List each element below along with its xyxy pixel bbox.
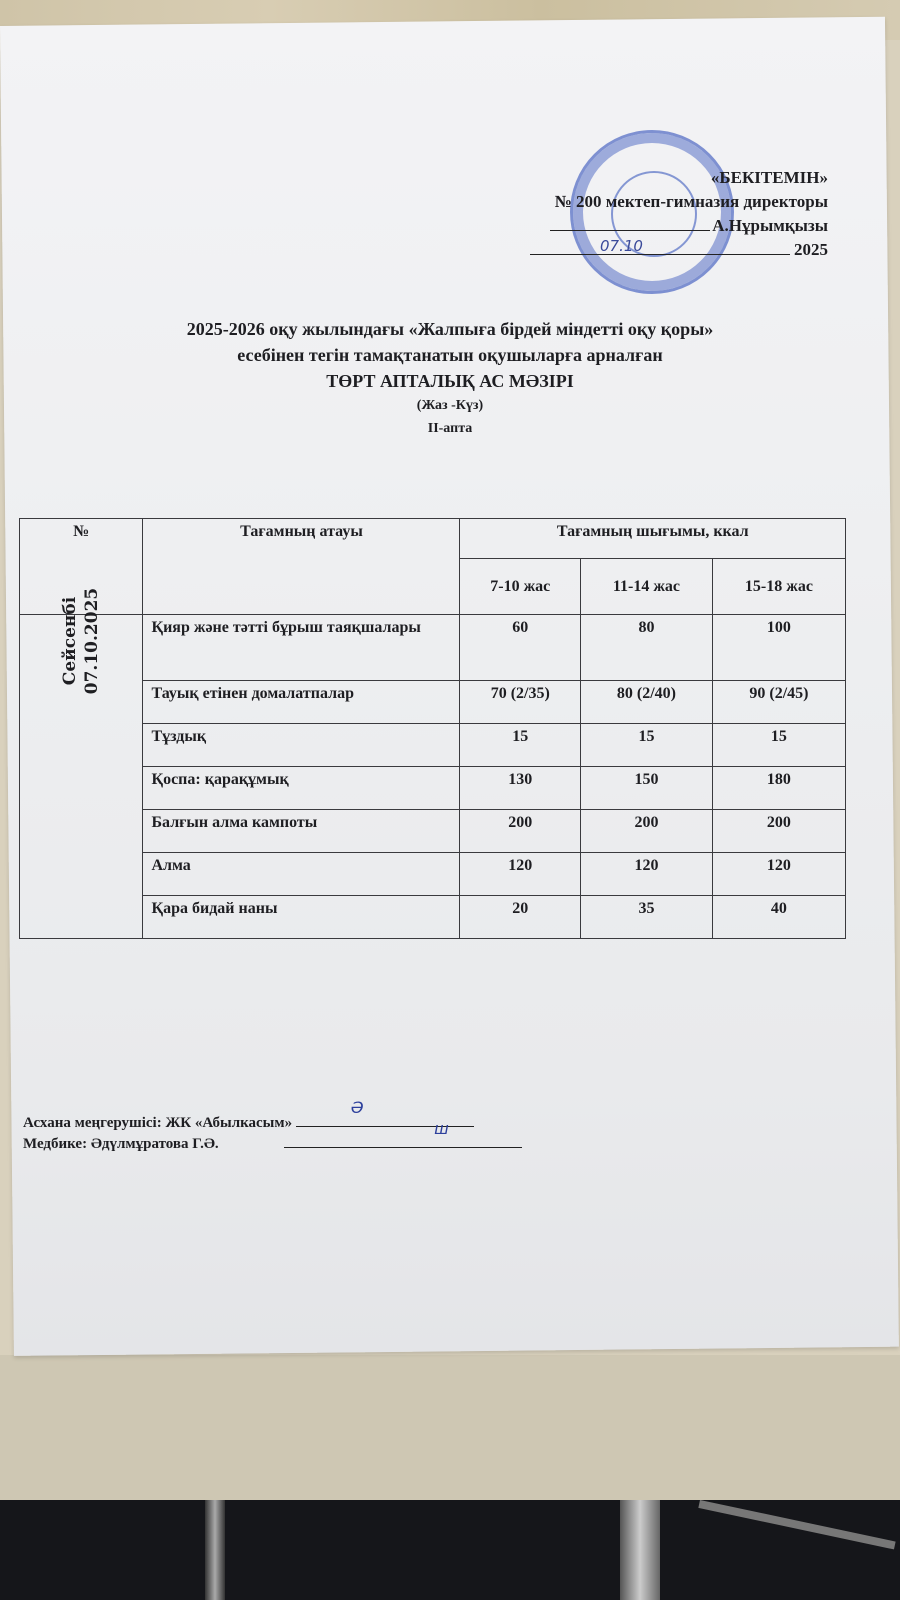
title-line-1: 2025-2026 оқу жылындағы «Жалпыға бірдей міндетті оқу қоры» [186,319,714,339]
chair-bar [698,1500,895,1549]
dish-name: Қоспа: қарақұмық [143,767,460,810]
table-row [20,810,846,853]
chair-leg [620,1500,660,1600]
table-row [20,615,846,681]
table-row [20,724,846,767]
value-11-14: 15 [581,724,713,767]
value-7-10: 130 [460,767,581,810]
approval-date-line [530,238,828,262]
weekday: Сейсенбі [60,596,81,686]
background-floor [0,1500,900,1600]
day-label [59,588,103,694]
approval-year: 2025 [794,240,828,259]
dish-name: Тұздық [143,724,460,767]
approval-name: А.Нұрымқызы [712,216,828,235]
header-age-7-10: 7-10 жас [460,559,581,615]
value-11-14: 35 [581,896,713,939]
header-output: Тағамның шығымы, ккал [460,519,846,559]
handwritten-signature: ш [434,1119,449,1138]
dish-name: Тауық етінен домалатпалар [143,681,460,724]
table-header-row [20,519,846,559]
approval-name-line [530,214,828,238]
value-15-18: 90 (2/45) [712,681,845,724]
header-age-15-18: 15-18 жас [712,559,845,615]
value-15-18: 100 [712,615,845,681]
dish-name: Балғын алма кампоты [143,810,460,853]
nurse-label: Медбике: Әдүлмұратова Г.Ә. [23,1136,219,1152]
value-7-10: 60 [460,615,581,681]
value-7-10: 200 [460,810,581,853]
value-7-10: 70 (2/35) [460,681,581,724]
signature-line [284,1119,522,1148]
table-row [20,896,846,939]
approval-title: «БЕКІТЕМІН» [710,168,828,187]
date-underline [530,238,790,255]
title-season: (Жаз -Күз) [416,398,484,413]
signature-line [550,214,710,231]
document-title [40,316,860,440]
value-7-10: 120 [460,853,581,896]
header-dish-name: Тағамның атауы [143,519,460,615]
handwritten-signature: Ә [350,1098,364,1117]
approval-position: № 200 мектеп-гимназия директоры [554,192,828,211]
header-age-11-14: 11-14 жас [581,559,713,615]
handwritten-date: 07.10 [600,237,643,255]
value-7-10: 15 [460,724,581,767]
title-line-3: ТӨРТ АПТАЛЫҚ АС МӘЗІРІ [326,371,574,391]
background-carpet-bottom [0,1355,900,1500]
approval-block [530,166,828,262]
value-11-14: 200 [581,810,713,853]
title-week: ІІ-апта [427,421,473,436]
menu-table [19,518,846,939]
value-7-10: 20 [460,896,581,939]
dish-name: Алма [143,853,460,896]
value-11-14: 120 [581,853,713,896]
title-line-2: есебінен тегін тамақтанатын оқушыларға арналған [237,345,663,365]
chair-leg [205,1500,225,1600]
value-11-14: 150 [581,767,713,810]
table-row [20,681,846,724]
table-row [20,853,846,896]
signatures-block [23,1098,522,1154]
value-15-18: 15 [712,724,845,767]
day-cell [20,587,143,939]
value-15-18: 180 [712,767,845,810]
canteen-head-label: Асхана меңгерушісі: ЖК «Абылкасым» [23,1115,293,1131]
dish-name: Қара бидай наны [143,896,460,939]
value-11-14: 80 (2/40) [581,681,713,724]
table-row [20,767,846,810]
value-11-14: 80 [581,615,713,681]
header-number: № [20,519,143,615]
value-15-18: 40 [712,896,845,939]
day-date: 07.10.2025 [82,587,103,695]
value-15-18: 200 [712,810,845,853]
dish-name: Қияр және тәтті бұрыш таяқшалары [143,615,460,681]
value-15-18: 120 [712,853,845,896]
